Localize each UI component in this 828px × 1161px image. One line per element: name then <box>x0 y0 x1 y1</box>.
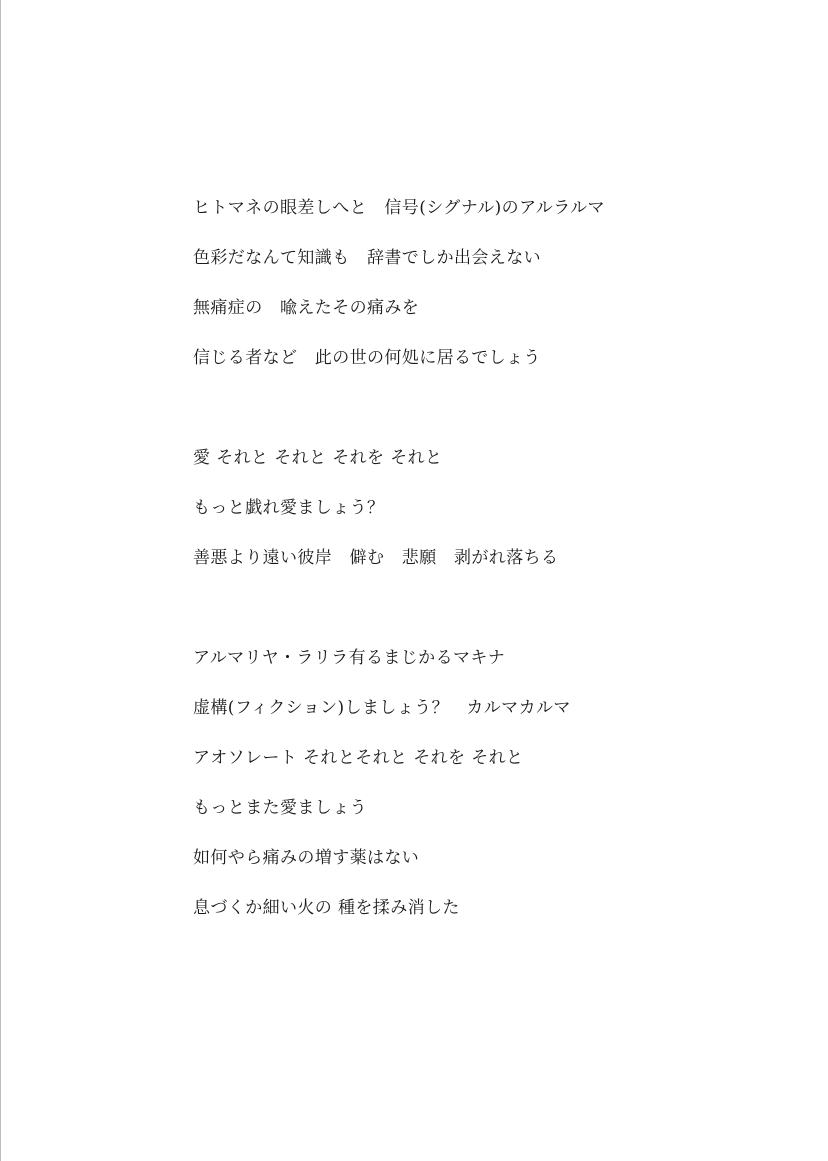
lyric-line: 信じる者など 此の世の何処に居るでしょう <box>193 348 541 368</box>
lyric-line: 虚構(フィクション)しましょう？ カルマカルマ <box>193 698 571 718</box>
lyric-line: 如何やら痛みの増す薬はない <box>193 848 420 868</box>
lyric-line: 色彩だなんて知識も 辞書でしか出会えない <box>193 248 541 268</box>
lyric-line: アオソレート それとそれと それを それと <box>193 748 524 768</box>
lyric-line: 息づくか細い火の 種を揉み消した <box>193 898 460 918</box>
lyric-line: 善悪より遠い彼岸 僻む 悲願 剥がれ落ちる <box>193 548 559 568</box>
lyric-line: 愛 それと それと それを それと <box>193 448 443 468</box>
lyric-line: ヒトマネの眼差しへと 信号(シグナル)のアルラルマ <box>193 198 605 218</box>
lyric-line: もっとまた愛ましょう <box>193 798 367 818</box>
lyric-line: もっと戯れ愛ましょう？ <box>193 498 385 518</box>
lyric-line: 無痛症の 喩えたその痛みを <box>193 298 420 318</box>
lyric-line: アルマリヤ・ラリラ有るまじかるマキナ <box>193 648 506 668</box>
